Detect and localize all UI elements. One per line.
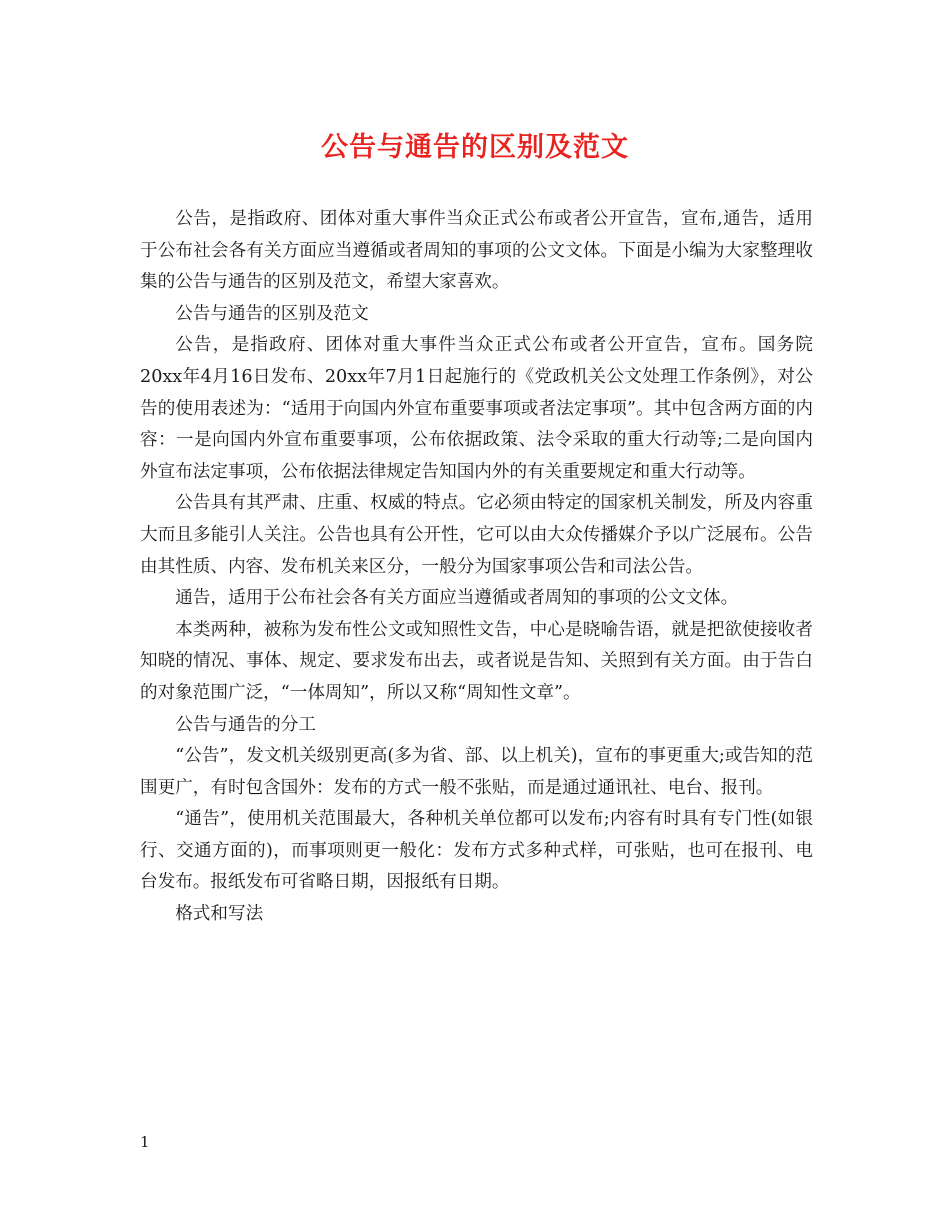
paragraph: 通告，适用于公布社会各有关方面应当遵循或者周知的事项的公文文体。 — [175, 588, 739, 609]
paragraph: “公告”，发文机关级别更高(多为省、部、以上机关)，宣布的事更重大;或告知的范围更广，有时包含国外：发布的方式一般不张贴，而是通过通讯社、电台、报刊。 — [140, 746, 813, 798]
page-number: 1 — [140, 1133, 150, 1151]
paragraph: “通告”，使用机关范围最大，各种机关单位都可以发布;内容有时具有专门性(如银行、交通方面的)，而事项则更一般化：发布方式多种式样，可张贴，也可在报刊、电台发布。报纸发布可省略日期，因报纸有日期。 — [140, 809, 813, 893]
paragraph: 公告，是指政府、团体对重大事件当众正式公布或者公开宣告，宣布。国务院20xx年4月16日发布、20xx年7月1日起施行的《党政机关公文处理工作条例》，对公告的使用表述为：“适用于向国内外宣布重要事项或者法定事项”。其中包含两方面的内容：一是向国内外宣布重要事项，公布依据政策、法令采取的重大行动等;二是向国内外宣布法定事项，公布依据法律规定告知国内外的有关重要规定和重大行动等。 — [140, 335, 813, 482]
paragraph: 公告，是指政府、团体对重大事件当众正式公布或者公开宣告，宣布,通告，适用于公布社会各有关方面应当遵循或者周知的事项的公文文体。下面是小编为大家整理收集的公告与通告的区别及范文，希望大家喜欢。 — [140, 209, 813, 293]
paragraph: 公告具有其严肃、庄重、权威的特点。它必须由特定的国家机关制发，所及内容重大而且多能引人关注。公告也具有公开性，它可以由大众传播媒介予以广泛展布。公告由其性质、内容、发布机关来区分，一般分为国家事项公告和司法公告。 — [140, 493, 813, 577]
section-heading: 格式和写法 — [175, 904, 264, 925]
section-heading: 公告与通告的区别及范文 — [175, 303, 369, 324]
paragraph: 本类两种，被称为发布性公文或知照性文告，中心是晓喻告语，就是把欲使接收者知晓的情况、事体、规定、要求发布出去，或者说是告知、关照到有关方面。由于告白的对象范围广泛，“一体周知”，所以又称“周知性文章”。 — [140, 619, 813, 703]
document-title: 公告与通告的区别及范文 — [321, 132, 629, 163]
document-body — [140, 204, 813, 931]
section-heading: 公告与通告的分工 — [175, 714, 316, 735]
